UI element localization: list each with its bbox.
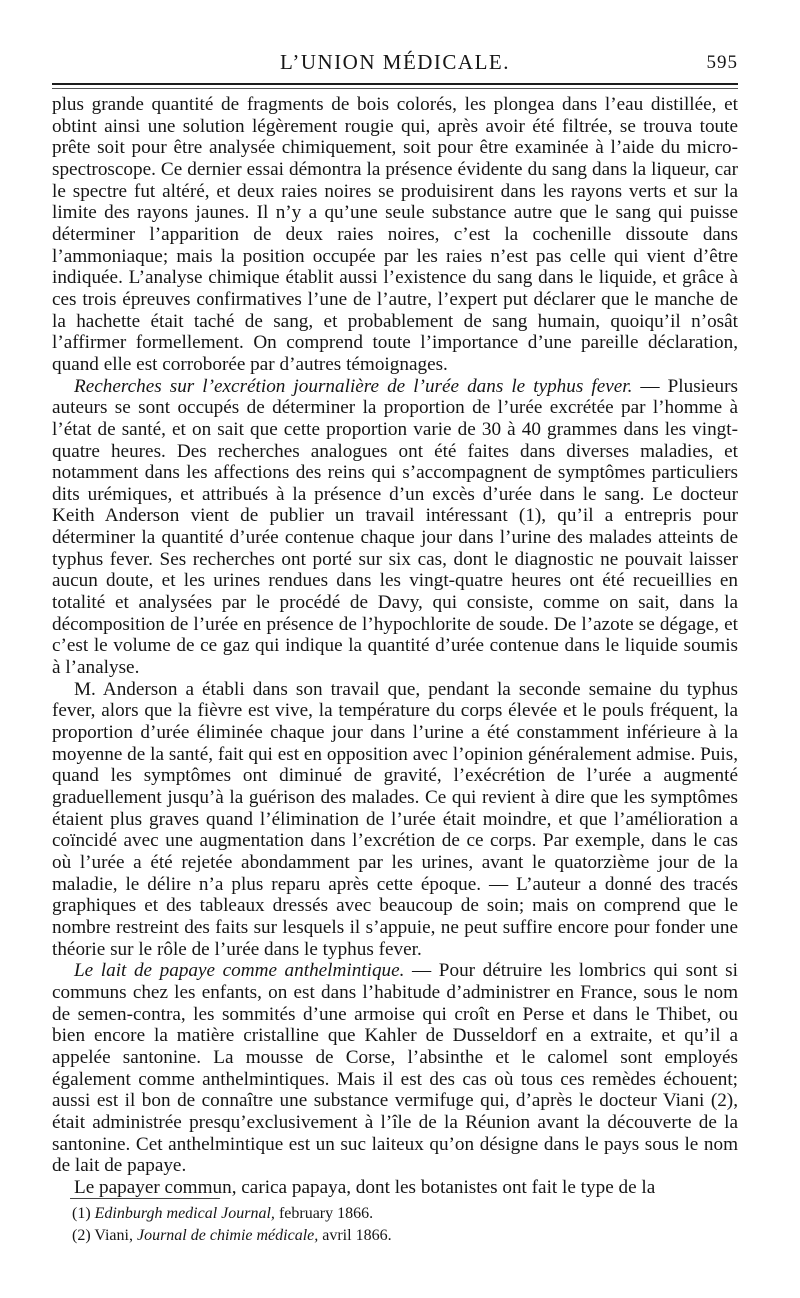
footnote-2-date: avril 1866. bbox=[318, 1227, 392, 1244]
page-number: 595 bbox=[706, 52, 738, 73]
footnote-2-author: Viani, bbox=[94, 1227, 133, 1244]
article-body bbox=[52, 94, 738, 1198]
footnote-2 bbox=[72, 1225, 738, 1247]
section-heading-uree: Recherches sur l’excrétion journalière de l’urée dans le typhus fever. bbox=[74, 375, 633, 397]
footnotes bbox=[72, 1203, 738, 1247]
header-rule bbox=[52, 83, 738, 85]
footnote-2-number: (2) bbox=[72, 1227, 91, 1244]
running-header bbox=[52, 46, 738, 80]
footnote-1-date: february 1866. bbox=[274, 1205, 374, 1222]
paragraph-uree-text: — Plusieurs auteurs se sont occupés de déterminer la proportion de l’urée excrétée par l’homme à l’état de santé, et on sait que cette proportion varie de 30 à 40 grammes dans les vingt-quatre heures. Des recherches analogues ont été faites dans diverses maladies, et notamment dans les affections des reins qui s’accompagnent de symptômes particuliers dits urémiques, et attribués à la présence d’un excès d’urée dans le sang. Le docteur Keith Anderson vient de publier un travail intéressant (1), qu’il a entrepris pour déterminer la quantité d’urée contenue chaque jour dans l’urine des malades atteints de typhus fever. Ses recherches ont porté sur six cas, dont le diagnostic ne pouvait laisser aucun doute, et les urines rendues dans les vingt-quatre heures ont été recueillies en totalité et analysées par le procédé de Davy, qui consiste, comme on sait, dans la décomposition de l’urée en présence de l’hypochlorite de soude. De l’azote se dégage, et c’est le volume de ce gaz qui indique la quantité d’urée contenue dans le liquide soumis à l’analyse. bbox=[52, 375, 738, 679]
footnote-1-number: (1) bbox=[72, 1205, 91, 1222]
footnote-1 bbox=[72, 1203, 738, 1225]
footnote-1-journal: Edinburgh medical Journal, bbox=[94, 1205, 275, 1222]
section-heading-papaye: Le lait de papaye comme anthelmintique. bbox=[74, 960, 405, 982]
journal-title: L’UNION MÉDICALE. bbox=[279, 50, 511, 74]
paragraph-papaye-text: — Pour détruire les lombrics qui sont si communs chez les enfants, on est dans l’habitude d’administrer en France, sous le nom de semen-contra, les sommités d’une armoise qui croît en Perse et dans le Thibet, ou bien encore la matière cristalline que Kahler de Dusseldorf en a extraite, et qu’il a appelée santonine. La mousse de Corse, l’absinthe et le calomel sont employés également comme anthelmintiques. Mais il est des cas où tous ces remèdes échouent; aussi est il bon de connaître une substance vermifuge qui, d’après le docteur Viani (2), était administrée presqu’exclusivement à l’île de la Réunion avant la découverte de la santonine. Cet anthelmintique est un suc laiteux qu’on désigne dans le pays sous le nom de lait de papaye. bbox=[52, 960, 738, 1177]
paragraph-papayer: Le papayer commun, carica papaya, dont les botanistes ont fait le type de la bbox=[74, 1176, 656, 1198]
footnote-rule bbox=[70, 1198, 220, 1199]
footnote-2-journal: Journal de chimie médicale, bbox=[136, 1227, 319, 1244]
paragraph-uree-typhus bbox=[52, 376, 738, 679]
paragraph-papaye bbox=[52, 960, 738, 1177]
paragraph-anderson-findings: M. Anderson a établi dans son travail que, pendant la seconde semaine du typhus fever, alors que la fièvre est vive, la température du corps élevée et le pouls fréquent, la proportion d’urée éliminée chaque jour dans l’urine a été constamment inférieure à la moyenne de la santé, fait qui est en opposition avec l’opinion généralement admise. Puis, quand les symptômes ont diminué de gravité, l’exécrétion de l’urée a augmenté graduellement jusqu’à la guérison des malades. Ce qui revient à dire que les symptômes étaient plus graves quand l’élimination de l’urée était moindre, et que l’amélioration a coïncidé avec une augmentation dans l’excrétion de ce corps. Par exemple, dans le cas où l’urée a été rejetée abondamment par les urines, avant le quatorzième jour de la maladie, le délire n’a plus reparu après cette époque. — L’auteur a donné des tracés graphiques et des tableaux dressés avec beaucoup de soin; mais on comprend que le nombre restreint des faits sur lesquels il s’appuie, ne peut suffire encore pour fonder une théorie sur le rôle de l’urée dans le typhus fever. bbox=[52, 678, 738, 960]
header-rule-thin bbox=[52, 88, 738, 89]
paragraph-blood-analysis: plus grande quantité de fragments de bois colorés, les plongea dans l’eau distillée, et obtint ainsi une solution légèrement rougie qui, après avoir été filtrée, se trouva toute prête soit pour être analysée chimiquement, soit pour être examinée à l’aide du micro-spectroscope. Ce dernier essai démontra la présence évidente du sang dans la liqueur, car le spectre fut altéré, et deux raies noires se produisirent dans les rayons verts et sur la limite des rayons jaunes. Il n’y a qu’une seule substance autre que le sang qui puisse déterminer l’apparition de deux raies noires, c’est la cochenille dissoute dans l’ammoniaque; mais la position occupée par les raies n’est pas celle qui vient d’être indiquée. L’analyse chimique établit aussi l’existence du sang dans le liquide, et grâce à ces trois épreuves confirmatives l’une de l’autre, l’expert put déclarer que le manche de la hachette était taché de sang, et probablement de sang humain, quoiqu’il n’osât l’affirmer formellement. On comprend toute l’importance d’une pareille déclaration, quand elle est corroborée par d’autres témoignages. bbox=[52, 94, 738, 375]
